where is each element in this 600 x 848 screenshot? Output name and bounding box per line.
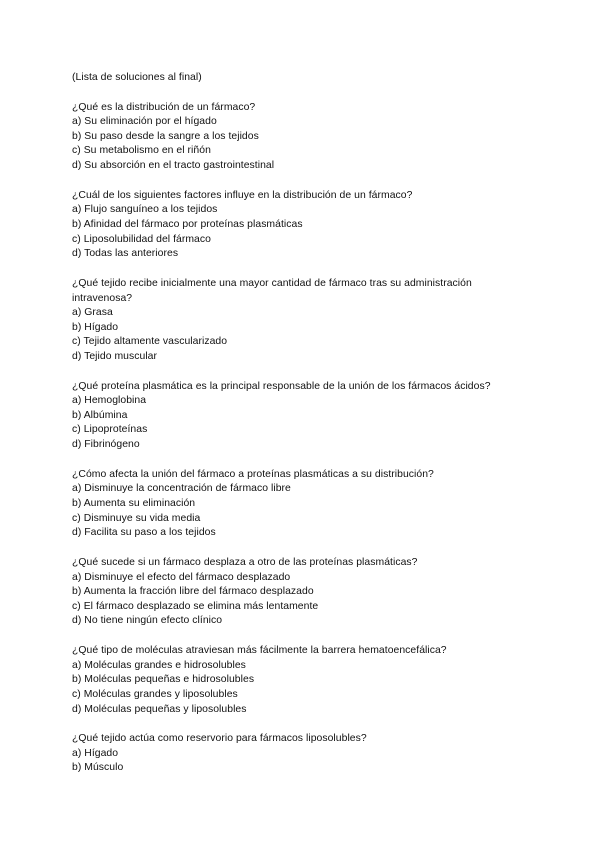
question-text: ¿Qué tipo de moléculas atraviesan más fácilmente la barrera hematoencefálica?	[72, 645, 447, 657]
option-a: a) Hemoglobina	[72, 395, 147, 407]
option-d: d) No tiene ningún efecto clínico	[72, 615, 223, 627]
question-text: ¿Qué tejido actúa como reservorio para fármacos liposolubles?	[72, 733, 367, 745]
option-d: d) Facilita su paso a los tejidos	[72, 527, 216, 539]
question-block-8	[72, 732, 532, 776]
question-text-line-1: ¿Qué tejido recibe inicialmente una mayor cantidad de fármaco tras su administración	[72, 277, 472, 289]
option-a: a) Hígado	[72, 747, 119, 759]
option-d: d) Tejido muscular	[72, 350, 158, 362]
option-c: c) Su metabolismo en el riñón	[72, 145, 211, 157]
option-c: c) Tejido altamente vascularizado	[72, 336, 228, 348]
option-b: b) Hígado	[72, 321, 119, 333]
option-b: b) Moléculas pequeñas e hidrosolubles	[72, 674, 255, 686]
question-block-5	[72, 468, 532, 541]
option-d: d) Todas las anteriores	[72, 248, 179, 260]
options-list	[72, 659, 532, 717]
question-text: ¿Cuál de los siguientes factores influye en la distribución de un fármaco?	[72, 189, 413, 201]
option-d: d) Fibrinógeno	[72, 439, 140, 451]
options-list	[72, 394, 532, 452]
option-c: c) Moléculas grandes y liposolubles	[72, 688, 238, 700]
question-block-2	[72, 189, 532, 262]
intro-text: (Lista de soluciones al final)	[72, 72, 202, 83]
options-list	[72, 482, 532, 540]
option-a: a) Disminuye la concentración de fármaco libre	[72, 483, 291, 495]
option-a: a) Flujo sanguíneo a los tejidos	[72, 204, 218, 216]
option-c: c) Disminuye su vida media	[72, 512, 201, 524]
question-block-6	[72, 556, 532, 629]
option-a: a) Grasa	[72, 307, 113, 319]
question-text: ¿Qué sucede si un fármaco desplaza a otro de las proteínas plasmáticas?	[72, 556, 418, 568]
options-list	[72, 747, 532, 776]
question-text: ¿Qué es la distribución de un fármaco?	[72, 101, 256, 113]
option-a: a) Disminuye el efecto del fármaco desplazado	[72, 571, 291, 583]
question-text: ¿Qué proteína plasmática es la principal responsable de la unión de los fármacos ácidos?	[72, 380, 491, 392]
option-b: b) Músculo	[72, 762, 124, 774]
option-a: a) Moléculas grandes e hidrosolubles	[72, 659, 246, 671]
option-d: d) Moléculas pequeñas y liposolubles	[72, 703, 247, 715]
question-block-7	[72, 644, 532, 717]
option-c: c) Liposolubilidad del fármaco	[72, 233, 211, 245]
question-block-3	[72, 277, 532, 365]
option-a: a) Su eliminación por el hígado	[72, 116, 217, 128]
question-block-4	[72, 380, 532, 453]
question-text-line-2: intravenosa?	[72, 292, 133, 304]
option-b: b) Aumenta la fracción libre del fármaco desplazado	[72, 586, 314, 598]
options-list	[72, 571, 532, 629]
option-c: c) El fármaco desplazado se elimina más lentamente	[72, 600, 319, 612]
document-content	[72, 71, 532, 791]
question-text: ¿Cómo afecta la unión del fármaco a proteínas plasmáticas a su distribución?	[72, 468, 434, 480]
option-b: b) Aumenta su eliminación	[72, 498, 196, 509]
option-b: b) Su paso desde la sangre a los tejidos	[72, 130, 259, 142]
options-list	[72, 306, 532, 364]
options-list	[72, 203, 532, 261]
option-c: c) Lipoproteínas	[72, 424, 148, 436]
option-b: b) Afinidad del fármaco por proteínas plasmáticas	[72, 218, 303, 230]
options-list	[72, 115, 532, 173]
option-d: d) Su absorción en el tracto gastrointestinal	[72, 159, 275, 171]
question-block-1	[72, 101, 532, 174]
option-b: b) Albúmina	[72, 409, 128, 421]
